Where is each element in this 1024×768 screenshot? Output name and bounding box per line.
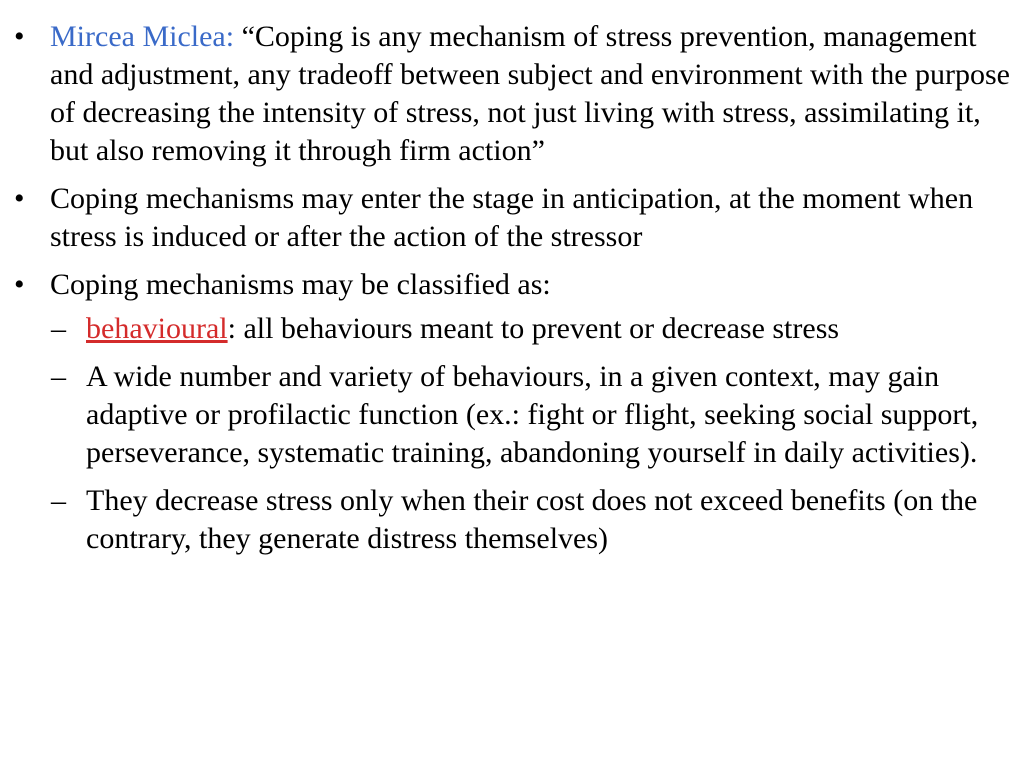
- bullet-point-timing: [14, 180, 1014, 256]
- term-link-behavioural[interactable]: behavioural: [86, 312, 228, 345]
- bullet-icon: •: [14, 20, 25, 53]
- bullet-icon: •: [14, 182, 25, 215]
- dash-icon: –: [51, 312, 66, 345]
- sub-bullet-cost: [41, 482, 1014, 558]
- sub-bullet-text: : all behaviours meant to prevent or decrease stress: [227, 312, 840, 345]
- sub-bullet-variety: [41, 358, 1014, 472]
- bullet-point-classification: [14, 266, 1014, 558]
- bullet-text: Coping mechanisms may be classified as:: [50, 268, 551, 301]
- quote-text: “Coping is any mechanism of stress prevention, management and adjustment, any tradeoff between subject and environment with the purpose of decreasing the intensity of stress, not just living with stress, assimilating it, but also removing it through firm action”: [50, 20, 1010, 167]
- sub-bullet-text: They decrease stress only when their cost does not exceed benefits (on the contrary, they generate distress themselves): [86, 484, 978, 555]
- bullet-point-definition: [14, 18, 1014, 170]
- bullet-icon: •: [14, 268, 25, 301]
- bullet-list: [14, 18, 1014, 568]
- sub-bullet-text: A wide number and variety of behaviours, in a given context, may gain adaptive or profilactic function (ex.: fight or flight, seeking social support, perseverance, systematic training, abandoning yourself in daily activities).: [86, 360, 979, 469]
- quote-author: Mircea Miclea:: [50, 20, 235, 53]
- dash-icon: –: [51, 484, 66, 517]
- sub-bullet-behavioural: [41, 310, 1014, 348]
- dash-icon: –: [51, 360, 66, 393]
- bullet-text: Coping mechanisms may enter the stage in anticipation, at the moment when stress is induced or after the action of the stressor: [50, 182, 974, 253]
- sub-bullet-list: [50, 310, 1014, 558]
